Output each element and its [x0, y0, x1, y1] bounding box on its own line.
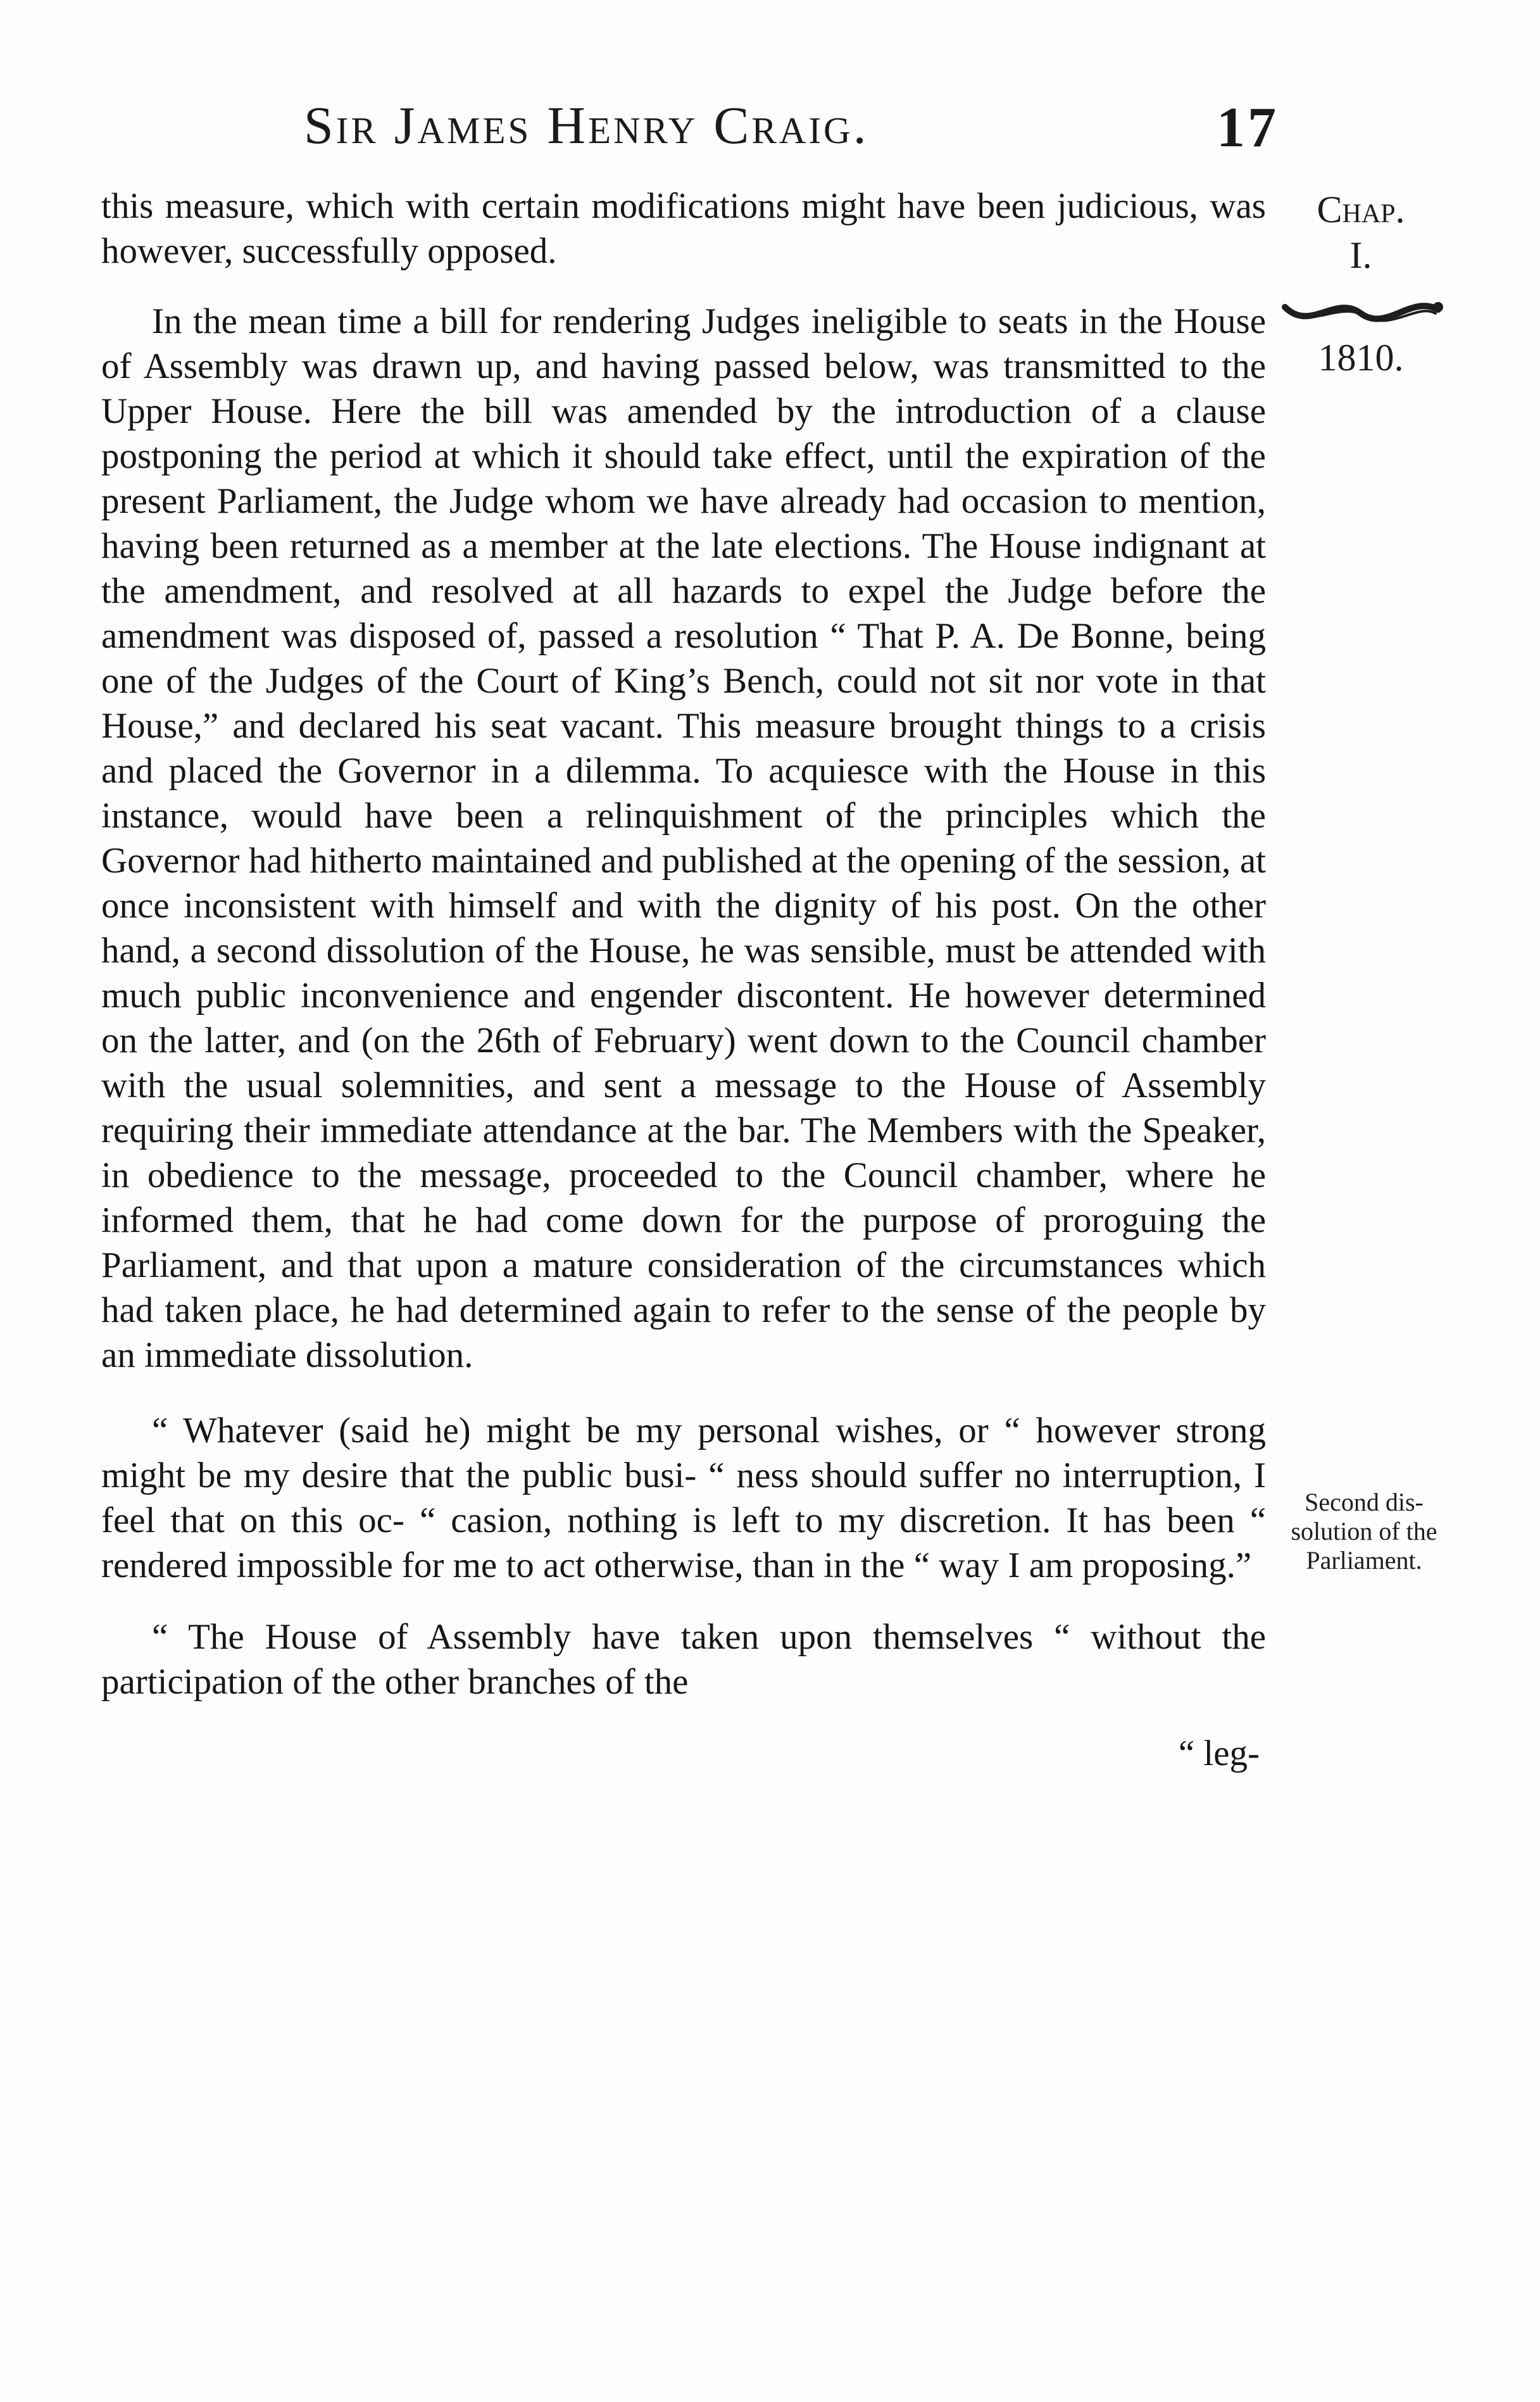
page-number: 17: [1217, 96, 1279, 159]
margin-chapter-heading: [1272, 187, 1449, 278]
chapter-number: I.: [1349, 234, 1372, 276]
paragraph-main: In the mean time a bill for rendering Judges ineligible to seats in the House of Assembly was drawn up, and having passed below, was transmitted to the Upper House. Here the bill was amended by the introduction of a clause postponing the period at which it should take effect, until the expiration of the present Parliament, the Judge whom we have already had occasion to mention, having been returned as a member at the late elections. The House indignant at the amendment, and resolved at all hazards to expel the Judge before the amendment was disposed of, passed a resolution “ That P. A. De Bonne, being one of the Judges of the Court of King’s Bench, could not sit nor vote in that House,” and declared his seat vacant. This measure brought things to a crisis and placed the Governor in a dilemma. To acquiesce with the House in this instance, would have been a relinquishment of the principles which the Governor had hitherto maintained and published at the opening of the session, at once inconsistent with himself and with the dignity of his post. On the other hand, a second dissolution of the House, he was sensible, must be attended with much public inconvenience and engender discontent. He however determined on the latter, and (on the 26th of February) went down to the Council chamber with the usual solemnities, and sent a message to the House of Assembly requiring their immediate attendance at the bar. The Members with the Speaker, in obedience to the message, proceeded to the Council chamber, where he informed them, that he had come down for the purpose of proroguing the Parliament, and that upon a mature consideration of the circumstances which had taken place, he had determined again to refer to the sense of the people by an immediate dissolution.: [101, 301, 1266, 1375]
margin-year: 1810.: [1318, 337, 1404, 379]
paragraph-continued: this measure, which with certain modifications might have been judicious, was however, successfully opposed.: [101, 186, 1266, 271]
chapter-label: Chap.: [1317, 189, 1405, 230]
scroll-flourish-icon: [1272, 288, 1449, 339]
body-text: [101, 184, 1266, 1776]
running-title: Sir James Henry Craig.: [304, 96, 869, 155]
quotation-2: “ The House of Assembly have taken upon themselves “ without the participation of the other branches of the: [101, 1617, 1266, 1702]
running-head: [266, 95, 1279, 165]
margin-note-line: Parliament.: [1306, 1546, 1422, 1575]
margin-note-line: Second dis-: [1305, 1488, 1424, 1516]
flourish-svg: [1272, 288, 1449, 339]
quotation-1: “ Whatever (said he) might be my personal wishes, or “ however strong might be my desire that the public busi- “ ness should suffer no interruption, I feel that on this oc- “ casion, nothing is left to my discretion. It has been “ rendered impossible for me to act otherwise, than in the “ way I am proposing.”: [101, 1411, 1266, 1585]
margin-note-line: solution of the: [1291, 1517, 1437, 1545]
margin-note: [1260, 1488, 1468, 1575]
catchword: “ leg-: [1178, 1733, 1260, 1773]
